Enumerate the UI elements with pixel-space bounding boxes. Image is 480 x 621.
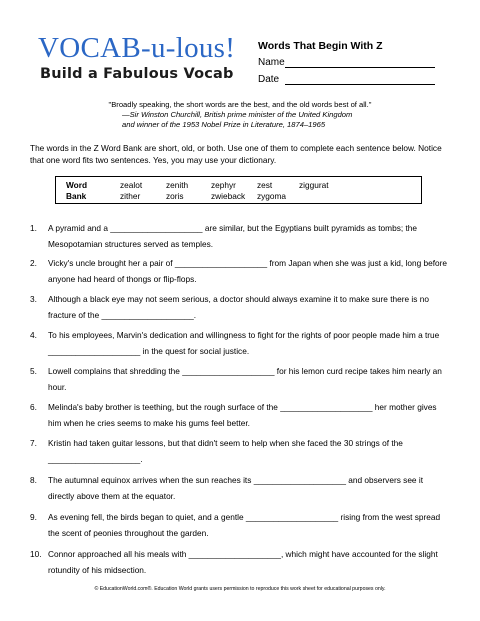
quote-attribution-line-1: —Sir Winston Churchill, British prime minister of the United Kingdom [122, 110, 353, 119]
question-number: 4. [30, 330, 37, 340]
word-bank-word: zoris [166, 191, 184, 201]
quote-attribution-line-2: and winner of the 1953 Nobel Prize in Literature, 1874–1965 [122, 120, 326, 129]
name-label: Name [258, 57, 285, 68]
question-number: 10. [30, 549, 42, 559]
logo-title: VOCAB-u-lous! [38, 32, 236, 64]
question-number: 5. [30, 366, 37, 376]
question-number: 9. [30, 512, 37, 522]
word-bank [55, 176, 422, 204]
question-text: As evening fell, the birds began to quiet, and a gentle ____________________ rising from the west spread the scent of peonies throughout the garden. [48, 512, 441, 538]
question-text: Connor approached all his meals with ____________________, which might have accounted for the slight rotundity of his midsection. [48, 549, 438, 575]
question-text: Lowell complains that shredding the ____________________ for his lemon curd recipe takes him nearly an hour. [48, 366, 442, 392]
word-bank-word: zealot [120, 180, 143, 190]
word-bank-word: zwieback [211, 191, 246, 201]
word-bank-word: zest [257, 180, 273, 190]
word-bank-word: zenith [166, 180, 189, 190]
word-bank-label-word: Word [66, 180, 88, 190]
word-bank-word: ziggurat [299, 180, 329, 190]
copyright-footer: © EducationWorld.com®. Education World grants users permission to reproduce this work sheet for educational purposes only. [94, 586, 386, 592]
question-text: To his employees, Marvin's dedication and willingness to fight for the rights of poor people made him a true ____________________ in the quest for social justice. [48, 330, 440, 356]
word-bank-word: zither [120, 191, 141, 201]
date-line[interactable] [285, 84, 435, 85]
question-number: 2. [30, 258, 37, 268]
logo-subtitle: Build a Fabulous Vocab [40, 66, 234, 82]
question-text: Although a black eye may not seem serious, a doctor should always examine it to make sure there is no fracture of the ____________________. [48, 294, 429, 320]
question-number: 6. [30, 402, 37, 412]
worksheet-title: Words That Begin With Z [258, 40, 383, 52]
quote-text: "Broadly speaking, the short words are the best, and the old words best of all." [108, 100, 372, 109]
question-number: 8. [30, 475, 37, 485]
word-bank-label-bank: Bank [66, 191, 87, 201]
question-number: 1. [30, 223, 37, 233]
question-text: The autumnal equinox arrives when the sun reaches its ____________________ and observers see it directly above them at the equator. [48, 475, 423, 501]
question-number: 3. [30, 294, 37, 304]
question-number: 7. [30, 438, 37, 448]
word-bank-word: zephyr [211, 180, 236, 190]
name-line[interactable] [285, 67, 435, 68]
question-text: Vicky's uncle brought her a pair of ____________________ from Japan when she was just a kid, long before anyone had heard of thongs or flip-flops. [48, 258, 448, 284]
question-text: A pyramid and a ____________________ are similar, but the Egyptians built pyramids as tombs; the Mesopotamian structures served as temples. [48, 223, 417, 249]
word-bank-word: zygoma [257, 191, 287, 201]
instructions: The words in the Z Word Bank are short, old, or both. Use one of them to complete each sentence below. Notice that one word fits two sentences. Yes, you may use your dictionary. [30, 143, 442, 165]
date-label: Date [258, 74, 280, 85]
question-text: Melinda's baby brother is teething, but the rough surface of the ____________________ her mother gives him when he cries seems to make his gums feel better. [48, 402, 437, 428]
question-text: Kristin had taken guitar lessons, but that didn't seem to help when she faced the 30 strings of the ____________________. [48, 438, 403, 464]
